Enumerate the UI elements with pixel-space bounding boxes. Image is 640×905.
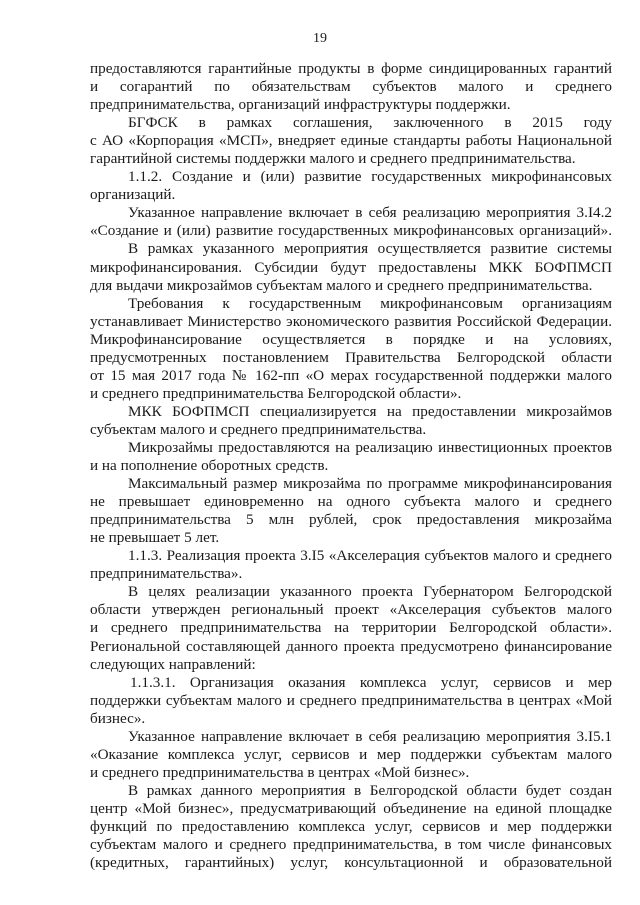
text-line: Указанное направление включает в себя реализацию мероприятия 3.I5.1: [128, 727, 612, 745]
text-line: и среднего предпринимательства в центрах «Мой бизнес».: [90, 763, 470, 781]
text-line: Региональной составляющей данного проекта предусмотрено финансирование: [90, 637, 612, 655]
text-line: организаций.: [90, 186, 176, 204]
text-line: и среднего предпринимательства Белгородской области».: [90, 384, 462, 402]
text-line: области утвержден региональный проект «Акселерация субъектов малого: [90, 601, 612, 619]
text-line: МКК БОФПМСП специализируется на предоставлении микрозаймов: [128, 402, 612, 420]
text-line: бизнес».: [90, 709, 146, 727]
text-line: Указанное направление включает в себя реализацию мероприятия 3.I4.2: [128, 204, 612, 222]
text-line: поддержки субъектам малого и среднего предпринимательства в центрах «Мой: [90, 691, 612, 709]
page-number: 19: [313, 31, 327, 46]
text-line: 1.1.2. Создание и (или) развитие государственных микрофинансовых: [128, 168, 612, 186]
text-line: В целях реализации указанного проекта Губернатором Белгородской: [128, 583, 612, 601]
text-line: субъектам малого и среднего предпринимательства.: [90, 420, 427, 438]
text-line: предусмотренных постановлением Правительства Белгородской области: [90, 348, 612, 366]
text-line: не превышает единовременно на одного субъекта малого и среднего: [90, 493, 612, 511]
text-line: Требования к государственным микрофинансовым организациям: [128, 294, 612, 312]
text-line: и согарантий по обязательствам субъектов малого и среднего: [90, 78, 612, 96]
text-line: «Создание и (или) развитие государственных микрофинансовых организаций».: [90, 222, 612, 240]
text-line: 1.1.3. Реализация проекта 3.I5 «Акселерация субъектов малого и среднего: [128, 547, 612, 565]
text-line: «Оказание комплекса услуг, сервисов и мер поддержки субъектам малого: [90, 745, 612, 763]
text-line: устанавливает Министерство экономического развития Российской Федерации.: [90, 312, 612, 330]
document-body: [90, 60, 612, 872]
text-line: предоставляются гарантийные продукты в форме синдицированных гарантий: [90, 60, 612, 77]
text-line: 1.1.3.1. Организация оказания комплекса услуг, сервисов и мер: [130, 673, 612, 691]
text-line: предпринимательства, организаций инфраструктуры поддержки.: [90, 96, 511, 114]
text-line: предпринимательства».: [90, 565, 243, 583]
text-line: от 15 мая 2017 года № 162-пп «О мерах государственной поддержки малого: [90, 366, 612, 384]
text-line: центр «Мой бизнес», предусматривающий объединение на единой площадке: [90, 799, 612, 817]
text-line: микрофинансирования. Субсидии будут предоставлены МКК БОФПМСП: [90, 258, 612, 276]
text-line: В рамках данного мероприятия в Белгородской области будет создан: [128, 781, 612, 799]
text-line: для выдачи микрозаймов субъектам малого и среднего предпринимательства.: [90, 276, 593, 294]
text-line: Микрофинансирование осуществляется в порядке и на условиях,: [90, 330, 612, 348]
text-line: БГФСК в рамках соглашения, заключенного в 2015 году: [128, 114, 612, 132]
text-line: и на пополнение оборотных средств.: [90, 457, 329, 475]
text-line: В рамках указанного мероприятия осуществляется развитие системы: [128, 240, 612, 258]
text-line: Максимальный размер микрозайма по программе микрофинансирования: [128, 475, 612, 493]
text-line: не превышает 5 лет.: [90, 529, 220, 547]
text-line: Микрозаймы предоставляются на реализацию инвестиционных проектов: [128, 438, 612, 456]
text-line: (кредитных, гарантийных) услуг, консультационной и образовательной: [90, 854, 612, 872]
text-line: предпринимательства 5 млн рублей, срок предоставления микрозайма: [90, 511, 612, 529]
text-line: и среднего предпринимательства на территории Белгородской области».: [90, 619, 612, 637]
text-line: следующих направлений:: [90, 655, 256, 673]
text-line: с АО «Корпорация «МСП», внедряет единые стандарты работы Национальной: [90, 132, 612, 150]
text-line: гарантийной системы поддержки малого и среднего предпринимательства.: [90, 150, 576, 168]
text-line: субъектам малого и среднего предпринимательства, в том числе финансовых: [90, 836, 612, 854]
text-line: функций по предоставлению комплекса услуг, сервисов и мер поддержки: [90, 817, 612, 835]
